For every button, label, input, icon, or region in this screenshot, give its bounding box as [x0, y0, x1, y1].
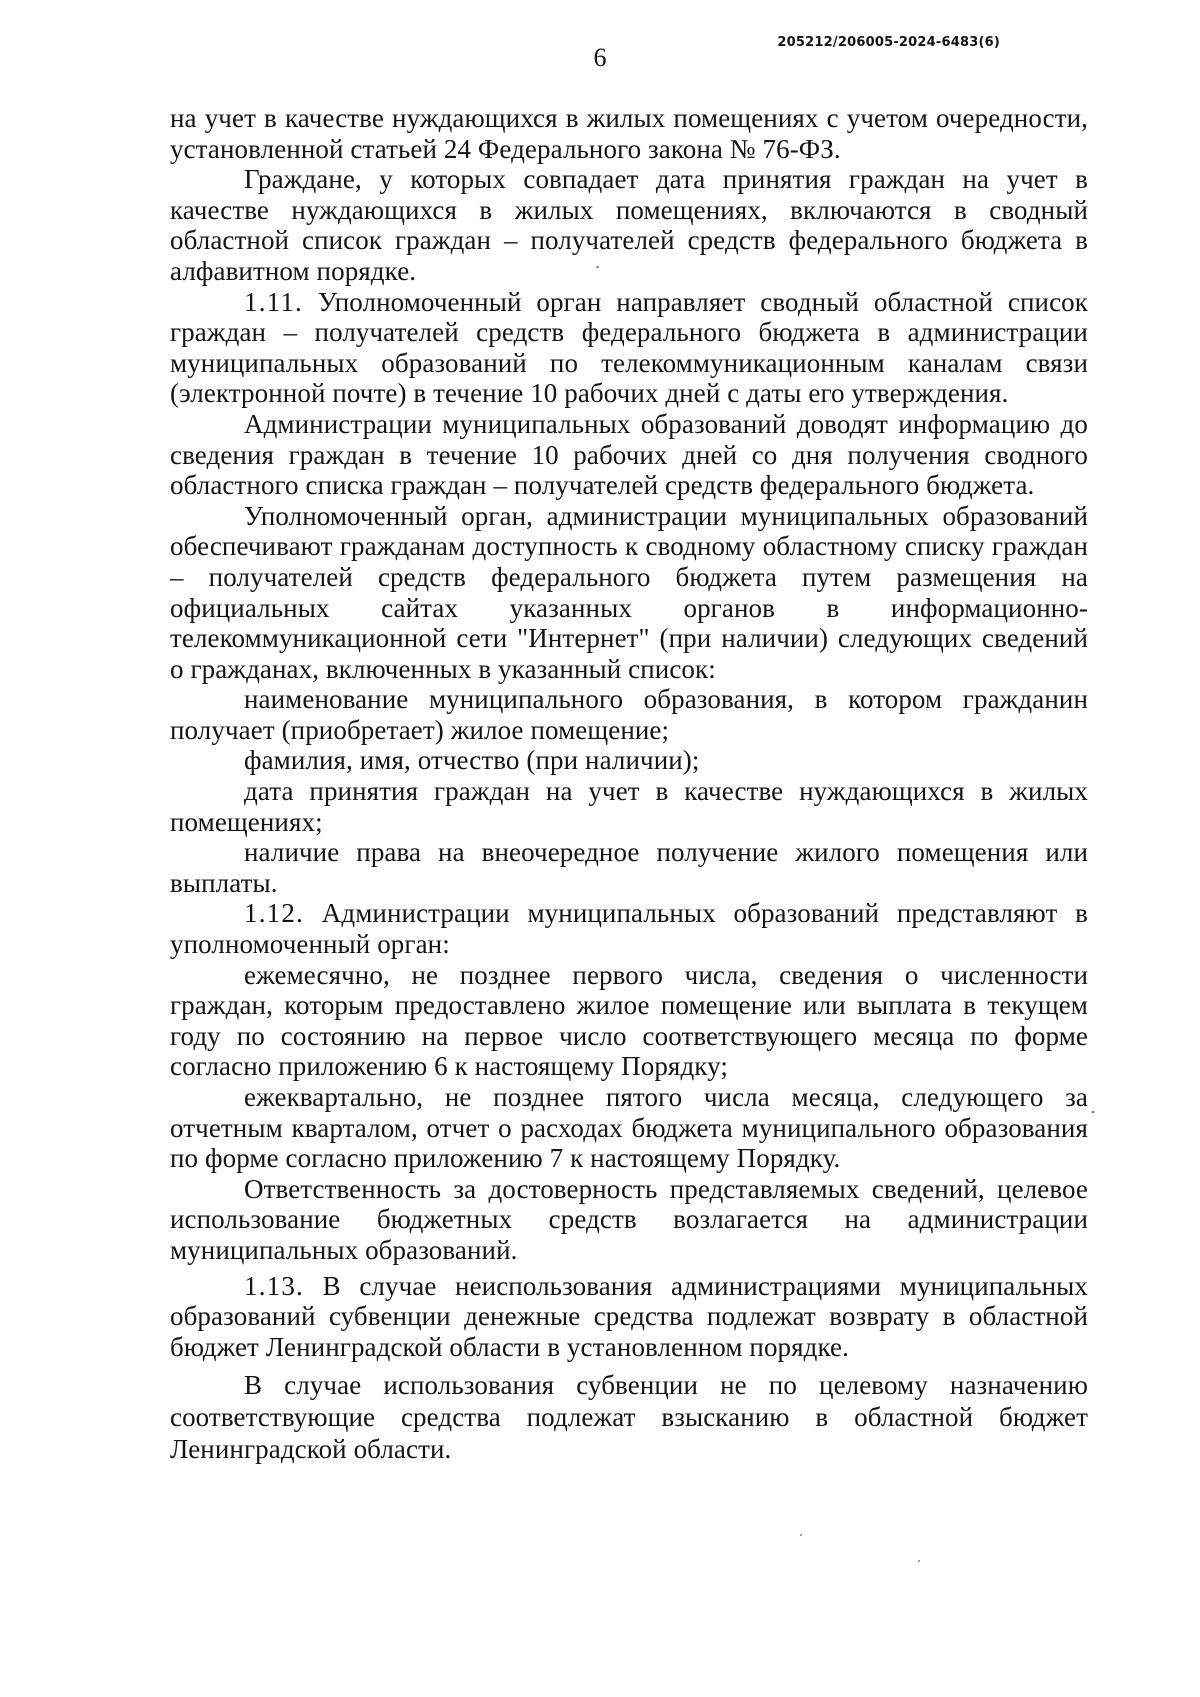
paragraph: Администрации муниципальных образований доводят информацию до сведения граждан в течение 10 рабочих дней со дня получения сводного областного списка граждан – получателей средств федерального бюджета. — [170, 408, 1088, 501]
paragraph — [170, 898, 1088, 959]
paragraph — [170, 1271, 1088, 1363]
list-item: ежемесячно, не позднее первого числа, сведения о численности граждан, которым предоставлено жилое помещение или выплата в текущем году по состоянию на первое число соответствующего месяца по форме согласно приложению 6 к настоящему Порядку; — [170, 959, 1088, 1082]
clause-text: Уполномоченный орган направляет сводный областной список граждан – получателей средств федерального бюджета в администрации муниципальных образований по телекоммуникационным каналам связи (электронной почте) в течение 10 рабочих дней с даты его утверждения. — [170, 286, 1088, 409]
paragraph: Граждане, у которых совпадает дата принятия граждан на учет в качестве нуждающихся в жилых помещениях, включаются в сводный областной список граждан – получателей средств федерального бюджета в алфавитном порядке. — [170, 164, 1088, 286]
list-item: фамилия, имя, отчество (при наличии); — [244, 745, 700, 776]
list-item: ежеквартально, не позднее пятого числа месяца, следующего за отчетным кварталом, отчет о расходах бюджета муниципального образования по форме согласно приложению 7 к настоящему Порядку. — [170, 1082, 1088, 1174]
document-body — [170, 103, 1088, 1465]
paragraph: на учет в качестве нуждающихся в жилых помещениях с учетом очередности, установленной статьей 24 Федерального закона № 76-ФЗ. — [170, 103, 1088, 164]
list-item: наименование муниципального образования, в котором гражданин получает (приобретает) жилое помещение; — [170, 684, 1088, 745]
clause-text: В случае неиспользования администрациями муниципальных образований субвенции денежные средства подлежат возврату в областной бюджет Ленинградской области в установленном порядке. — [170, 1270, 1088, 1362]
scan-speck — [800, 1534, 802, 1536]
clause-number: 1.12. — [244, 898, 304, 929]
list-item: дата принятия граждан на учет в качестве нуждающихся в жилых помещениях; — [170, 776, 1088, 837]
list-item: наличие права на внеочередное получение жилого помещения или выплаты. — [170, 837, 1088, 898]
page-number: 6 — [593, 43, 607, 72]
clause-number: 1.13. — [244, 1270, 304, 1301]
document-code: 205212/206005-2024-6483(6) — [777, 35, 1000, 50]
paragraph: В случае использования субвенции не по целевому назначению соответствующие средства подлежат взысканию в областной бюджет Ленинградской области. — [170, 1370, 1088, 1464]
paragraph: Ответственность за достоверность представляемых сведений, целевое использование бюджетных средств возлагается на администрации муниципальных образований. — [170, 1173, 1088, 1265]
clause-number: 1.11. — [244, 286, 303, 317]
paragraph: Уполномоченный орган, администрации муниципальных образований обеспечивают гражданам доступность к сводному областному списку граждан – получателей средств федерального бюджета путем размещения на официальных сайтах указанных органов в информационно-телекоммуникационной сети "Интернет" (при наличии) следующих сведений о гражданах, включенных в указанный список: — [170, 500, 1088, 684]
clause-text: Администрации муниципальных образований представляют в уполномоченный орган: — [170, 898, 1088, 960]
scan-speck — [596, 266, 599, 268]
scan-speck — [918, 1560, 920, 1562]
scan-speck — [1091, 1111, 1095, 1113]
paragraph — [170, 287, 1088, 409]
